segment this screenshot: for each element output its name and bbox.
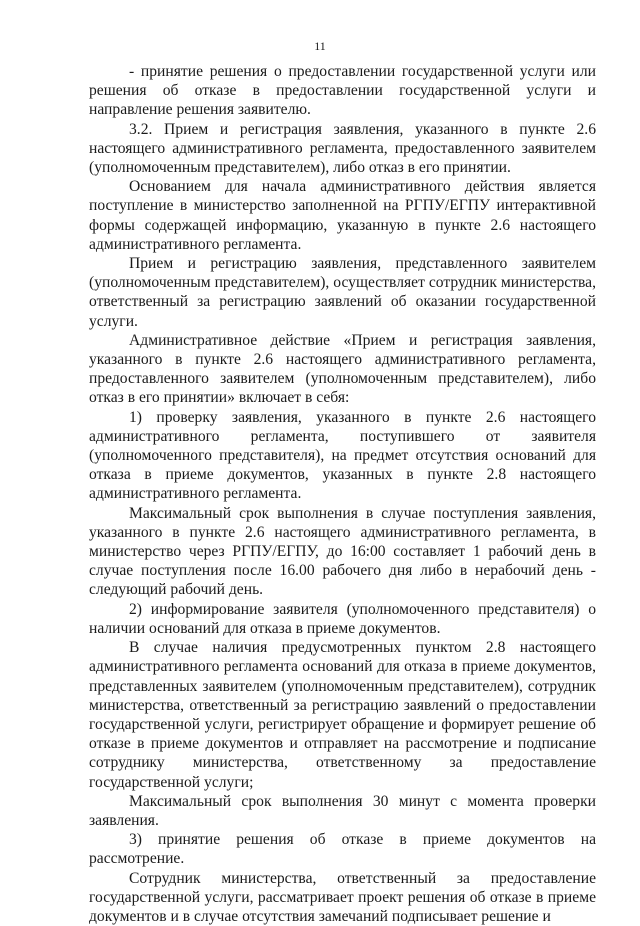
page-number: 11 [314,39,326,53]
paragraph-item-3-decision: 3) принятие решения об отказе в приеме документов на рассмотрение. [89,831,596,868]
paragraph-refusal-grounds: В случае наличия предусмотренных пунктом 2.8 настоящего административного регламента оснований для отказа в приеме документов, представленных заявителем (уполномоченным представителем), сотрудник министерства, ответственный за регистрацию заявлений о предоставлении государственной услуги, регистрирует обращение и формирует решение об отказе в приеме документов и отправляет на рассмотрение и подписание сотруднику министерства, ответственному за предоставление государственной услуги; [89,639,596,791]
paragraph-action-includes: Административное действие «Прием и регистрация заявления, указанного в пункте 2.6 настоящего административного регламента, предоставленного заявителем (уполномоченным представителем), либо отказ в его принятии» включает в себя: [89,331,596,407]
paragraph-registration-officer: Прием и регистрацию заявления, представленного заявителем (уполномоченным представителем), осуществляет сотрудник министерства, ответственный за регистрацию заявлений об оказании государственной услуги. [89,255,596,330]
paragraph-grounds: Основанием для начала административного действия является поступление в министерство заполненной на РГПУ/ЕГПУ интерактивной формы содержащей информацию, указанную в пункте 2.6 настоящего административного регламента. [89,178,596,253]
paragraph-item-1-check: 1) проверку заявления, указанного в пункте 2.6 настоящего административного регламента, поступившего от заявителя (уполномоченного представителя), на предмет отсутствия оснований для отказа в приеме документов, указанных в пункте 2.8 настоящего административного регламента. [89,408,596,503]
paragraph-max-term-2: Максимальный срок выполнения 30 минут с момента проверки заявления. [89,792,596,829]
document-body [89,62,596,926]
paragraph-section-3-2-heading: 3.2. Прием и регистрация заявления, указанного в пункте 2.6 настоящего административного регламента, предоставленного заявителем (уполномоченным представителем), либо отказ в его принятии. [89,120,596,177]
paragraph-decision-step: - принятие решения о предоставлении государственной услуги или решения об отказе в предоставлении государственной услуги и направление решения заявителю. [89,63,596,119]
paragraph-officer-review: Сотрудник министерства, ответственный за предоставление государственной услуги, рассматривает проект решения об отказе в приеме документов и в случае отсутствия замечаний подписывает решение и [89,869,596,925]
paragraph-item-2-inform: 2) информирование заявителя (уполномоченного представителя) о наличии оснований для отказа в приеме документов. [89,600,596,637]
paragraph-max-term-1: Максимальный срок выполнения в случае поступления заявления, указанного в пункте 2.6 настоящего административного регламента, в министерство через РГПУ/ЕГПУ, до 16:00 составляет 1 рабочий день в случае поступления после 16.00 рабочего дня либо в нерабочий день - следующий рабочий день. [89,504,596,599]
